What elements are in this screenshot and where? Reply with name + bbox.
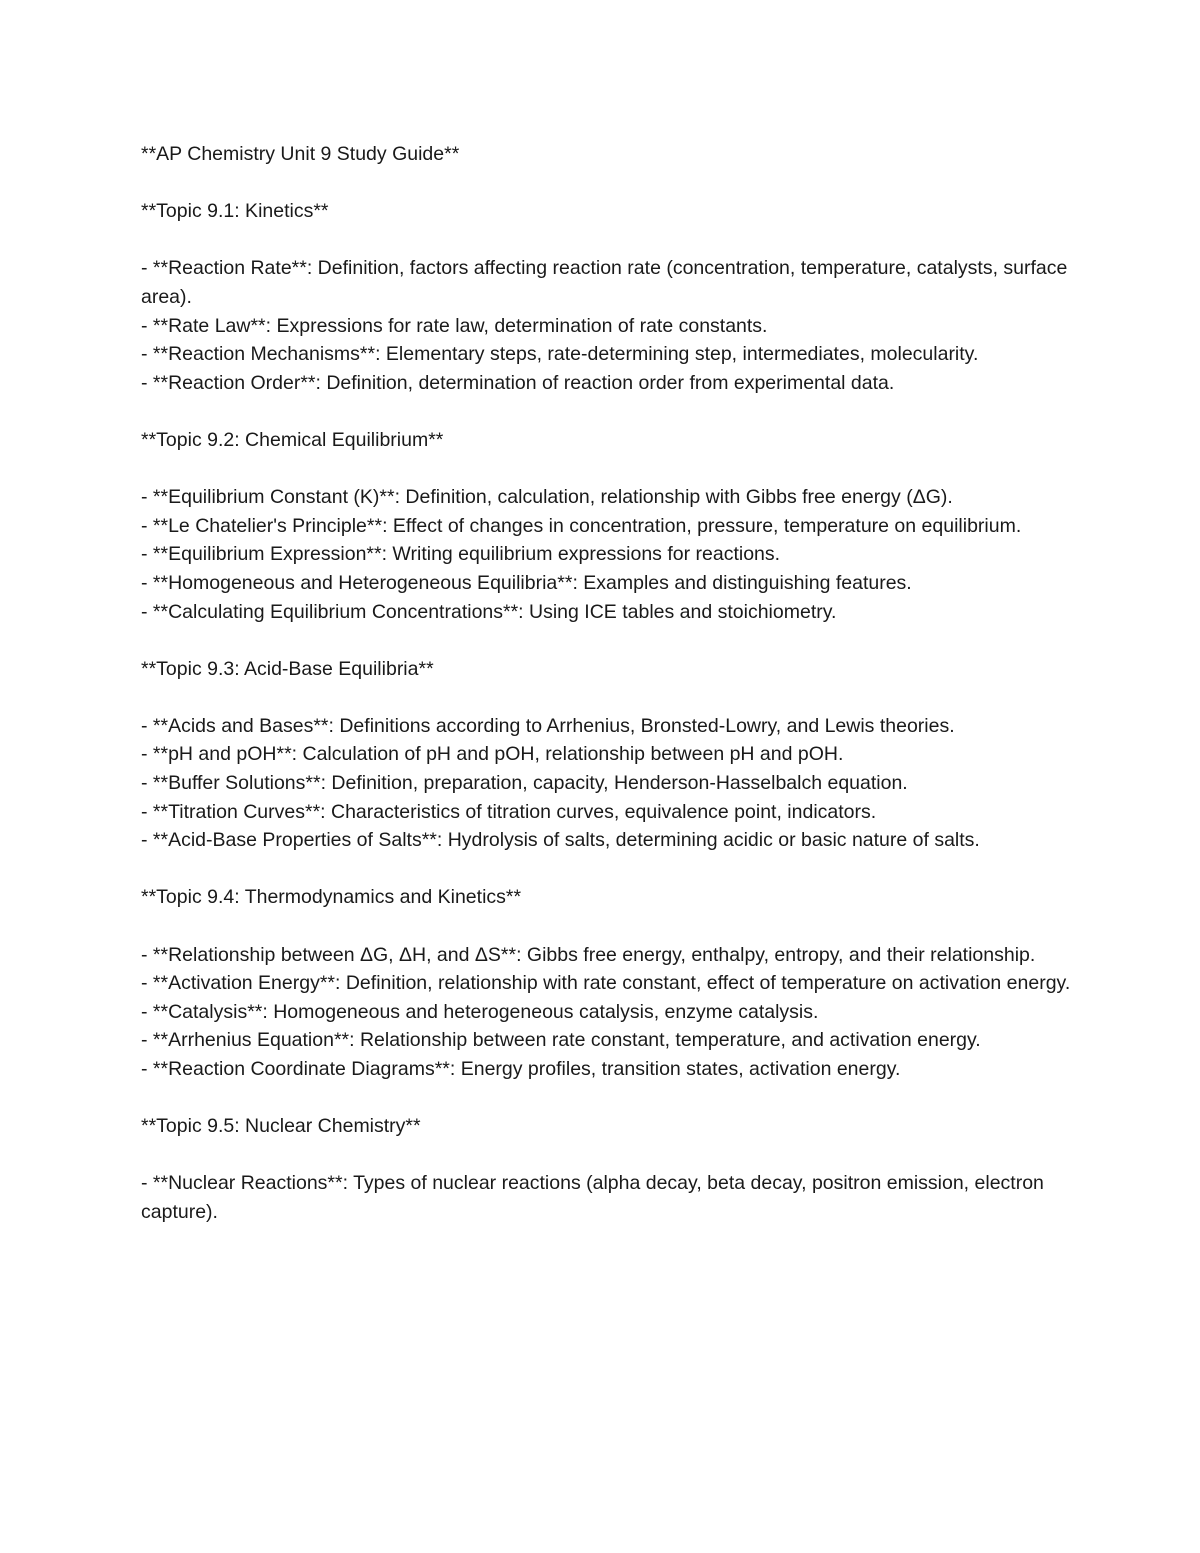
- list-item: - **Rate Law**: Expressions for rate law, determination of rate constants.: [141, 314, 768, 337]
- list-item: - **Nuclear Reactions**: Types of nuclear reactions (alpha decay, beta decay, positron emission, electron capture).: [141, 1172, 1044, 1223]
- spacer: [141, 1141, 1071, 1170]
- list-item: - **Reaction Coordinate Diagrams**: Energy profiles, transition states, activation energy.: [141, 1058, 901, 1080]
- document-page: [141, 140, 1071, 1227]
- list-item: - **Catalysis**: Homogeneous and heterogeneous catalysis, enzyme catalysis.: [141, 1000, 819, 1023]
- list-item: - **Buffer Solutions**: Definition, preparation, capacity, Henderson-Hasselbalch equation.: [141, 772, 908, 795]
- list-item: - **Arrhenius Equation**: Relationship between rate constant, temperature, and activation energy.: [141, 1029, 981, 1052]
- list-item: - **Equilibrium Constant (K)**: Definition, calculation, relationship with Gibbs free energy (ΔG).: [141, 486, 953, 509]
- list-item: - **Calculating Equilibrium Concentrations**: Using ICE tables and stoichiometry.: [141, 600, 837, 623]
- topic-section: [141, 655, 1071, 855]
- spacer: [141, 226, 1071, 255]
- topic-heading: **Topic 9.4: Thermodynamics and Kinetics**: [141, 886, 522, 909]
- list-item: - **Reaction Mechanisms**: Elementary steps, rate-determining step, intermediates, molecularity.: [141, 343, 979, 366]
- list-item: - **pH and pOH**: Calculation of pH and pOH, relationship between pH and pOH.: [141, 743, 844, 766]
- topic-section: [141, 1112, 1071, 1226]
- spacer: [141, 626, 1071, 655]
- spacer: [141, 397, 1071, 426]
- topic-heading: **Topic 9.2: Chemical Equilibrium**: [141, 428, 444, 451]
- topic-heading: **Topic 9.1: Kinetics**: [141, 200, 329, 223]
- topic-heading: **Topic 9.5: Nuclear Chemistry**: [141, 1115, 421, 1138]
- topic-section: [141, 426, 1071, 626]
- list-item: - **Activation Energy**: Definition, relationship with rate constant, effect of temperature on activation energy.: [141, 972, 1071, 995]
- list-item: - **Titration Curves**: Characteristics of titration curves, equivalence point, indicators.: [141, 800, 877, 823]
- document-title: **AP Chemistry Unit 9 Study Guide**: [141, 143, 460, 165]
- topic-section: [141, 883, 1071, 1083]
- list-item: - **Relationship between ΔG, ΔH, and ΔS**: Gibbs free energy, enthalpy, entropy, and their relationship.: [141, 943, 1036, 966]
- list-item: - **Equilibrium Expression**: Writing equilibrium expressions for reactions.: [141, 543, 781, 566]
- spacer: [141, 683, 1071, 712]
- spacer: [141, 1084, 1071, 1113]
- spacer: [141, 912, 1071, 941]
- spacer: [141, 855, 1071, 884]
- list-item: - **Reaction Order**: Definition, determination of reaction order from experimental data.: [141, 371, 895, 394]
- list-item: - **Acid-Base Properties of Salts**: Hydrolysis of salts, determining acidic or basic nature of salts.: [141, 829, 980, 852]
- list-item: - **Homogeneous and Heterogeneous Equilibria**: Examples and distinguishing features.: [141, 571, 912, 594]
- spacer: [141, 455, 1071, 484]
- list-item: - **Reaction Rate**: Definition, factors affecting reaction rate (concentration, temperature, catalysts, surface area).: [141, 257, 1068, 308]
- topic-section: [141, 197, 1071, 397]
- list-item: - **Acids and Bases**: Definitions according to Arrhenius, Bronsted-Lowry, and Lewis theories.: [141, 714, 955, 737]
- spacer: [141, 169, 1071, 198]
- topic-heading: **Topic 9.3: Acid-Base Equilibria**: [141, 657, 434, 680]
- list-item: - **Le Chatelier's Principle**: Effect of changes in concentration, pressure, temperature on equilibrium.: [141, 514, 1022, 537]
